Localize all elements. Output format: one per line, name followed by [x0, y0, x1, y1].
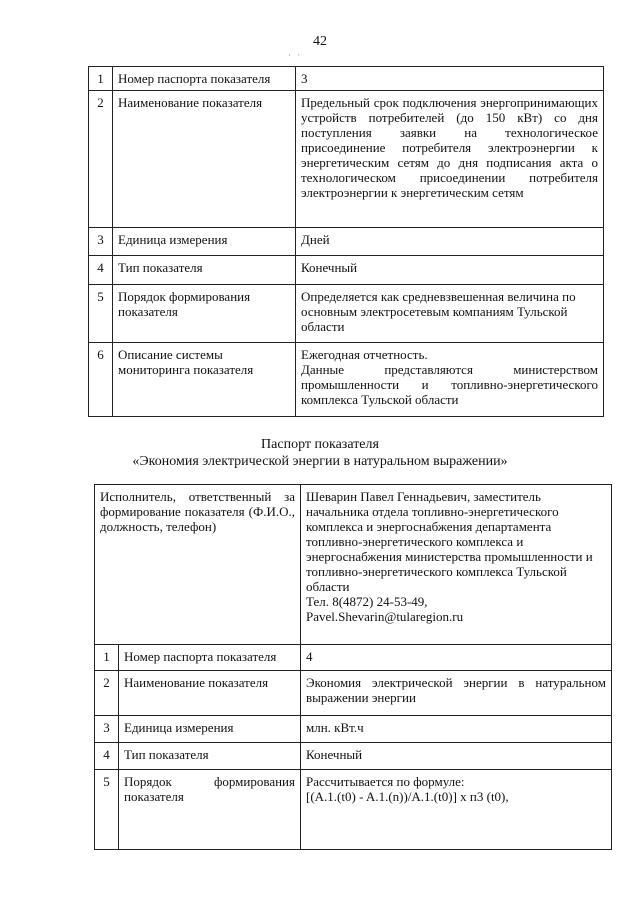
table-row	[89, 256, 604, 285]
row-label: Описание системы мониторинга показателя	[113, 343, 296, 417]
row-number: 1	[89, 67, 113, 91]
row-number: 5	[95, 770, 119, 850]
table-row	[89, 343, 604, 417]
row-label: Наименование показателя	[113, 91, 296, 228]
row-number: 4	[95, 743, 119, 770]
row-label: Номер паспорта показателя	[113, 67, 296, 91]
table-row	[95, 743, 612, 770]
table-row	[95, 770, 612, 850]
row-value: 4	[301, 645, 612, 671]
table-row	[95, 645, 612, 671]
table-row	[89, 285, 604, 343]
row-label: Единица измерения	[119, 716, 301, 743]
row-number: 2	[95, 671, 119, 716]
row-number: 1	[95, 645, 119, 671]
value-line: Рассчитывается по формуле:	[306, 774, 465, 789]
row-number: 2	[89, 91, 113, 228]
row-value: Предельный срок подключения энергопринимающих устройств потребителей (до 150 кВт) со дня поступления заявки на технологическое присоединение потребителя электроэнергии к энергетическим сетям до дня подписания акта о технологическом присоединении потребителя электроэнергии к энергетическим сетям	[296, 91, 604, 228]
executor-email: Pavel.Shevarin@tularegion.ru	[306, 609, 464, 624]
value-line: Данные представляются министерством промышленности и топливно-энергетического комплекса Тульской области	[301, 362, 598, 407]
indicator-table-3	[88, 66, 604, 417]
row-value	[296, 343, 604, 417]
passport-heading	[0, 436, 640, 470]
passport-subtitle: «Экономия электрической энергии в натуральном выражении»	[132, 454, 508, 469]
row-label: Наименование показателя	[119, 671, 301, 716]
table-row	[95, 716, 612, 743]
row-number: 3	[89, 228, 113, 256]
row-value: Дней	[296, 228, 604, 256]
executor-value: Шеварин Павел Геннадьевич, заместитель начальника отдела топливно-энергетического комплекса и энергоснабжения департамента топливно-энергетического комплекса и энергоснабжения министерства промышленности и топливно-энергетического комплекса Тульской области	[306, 489, 593, 594]
row-value: 3	[296, 67, 604, 91]
row-number: 3	[95, 716, 119, 743]
row-label: Номер паспорта показателя	[119, 645, 301, 671]
value-line: [(A.1.(t0) - A.1.(n))/A.1.(t0)] x п3 (t0),	[306, 789, 509, 804]
row-value: Определяется как средневзвешенная величина по основным электросетевым компаниям Тульской области	[296, 285, 604, 343]
table-row	[89, 91, 604, 228]
row-value: Экономия электрической энергии в натуральном выражении энергии	[301, 671, 612, 716]
row-label: Единица измерения	[113, 228, 296, 256]
row-value: Конечный	[296, 256, 604, 285]
table-row	[89, 67, 604, 91]
row-label: Тип показателя	[113, 256, 296, 285]
row-number: 4	[89, 256, 113, 285]
value-line: Ежегодная отчетность.	[301, 347, 428, 362]
row-label: Тип показателя	[119, 743, 301, 770]
row-number: 5	[89, 285, 113, 343]
row-label: Порядок формирования показателя	[113, 285, 296, 343]
passport-title: Паспорт показателя	[261, 437, 379, 452]
indicator-table-4	[94, 484, 612, 850]
row-label: Порядок формирования показателя	[119, 770, 301, 850]
row-value: млн. кВт.ч	[301, 716, 612, 743]
table-row	[89, 228, 604, 256]
row-value	[301, 770, 612, 850]
executor-row	[95, 485, 612, 645]
executor-value-cell	[301, 485, 612, 645]
executor-phone: Тел. 8(4872) 24-53-49,	[306, 594, 428, 609]
scan-artifact: · ·	[288, 50, 303, 60]
row-value: Конечный	[301, 743, 612, 770]
row-number: 6	[89, 343, 113, 417]
table-row	[95, 671, 612, 716]
page-number: 42	[313, 34, 327, 49]
executor-label: Исполнитель, ответственный за формирование показателя (Ф.И.О., должность, телефон)	[95, 485, 301, 645]
